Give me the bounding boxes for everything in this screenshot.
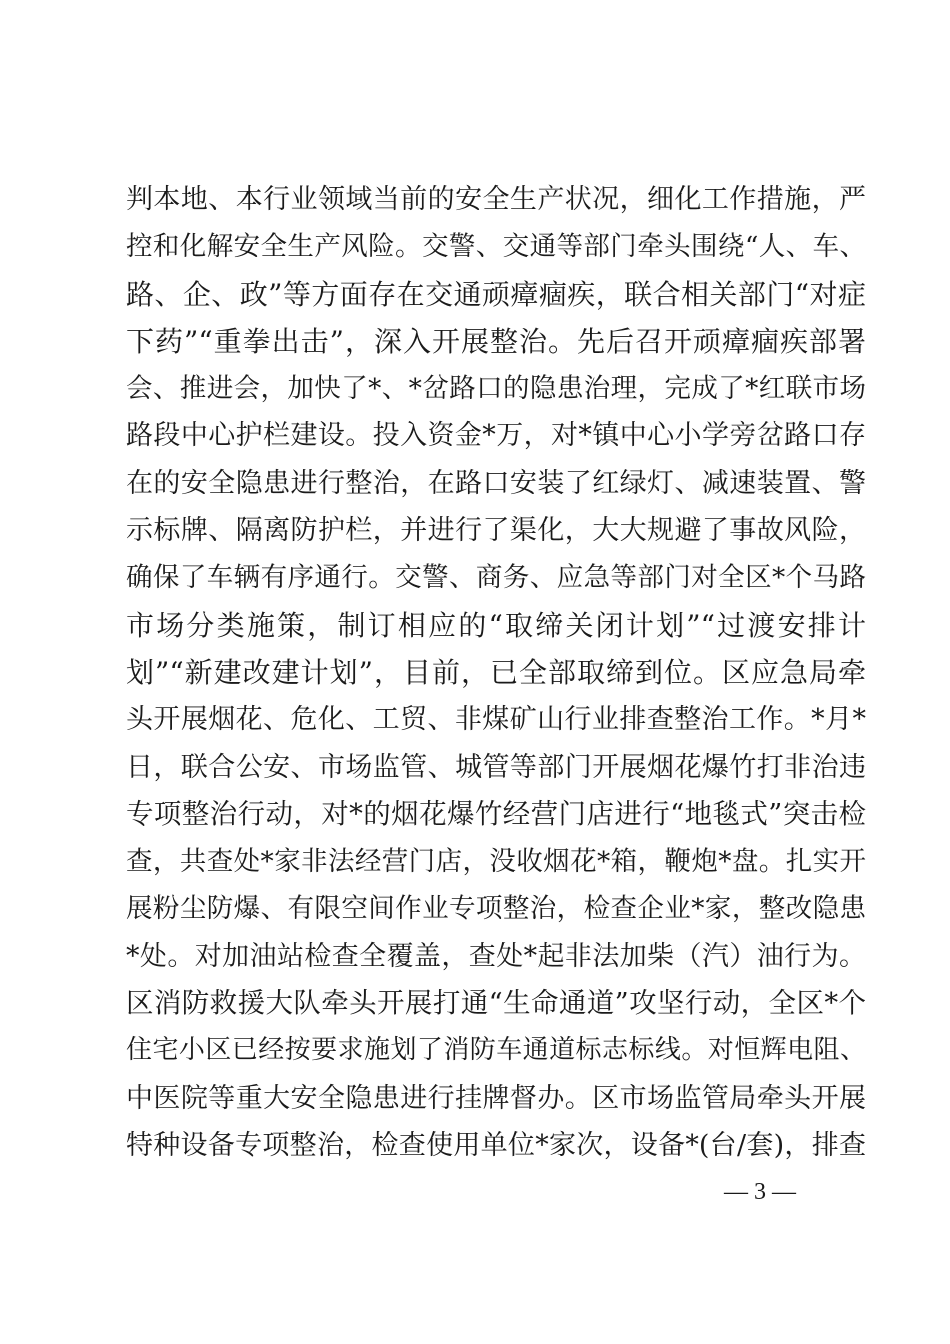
text-line: 划”“新建改建计划”，目前，已全部取缔到位。区应急局牵	[126, 655, 866, 689]
text-line: 专项整治行动，对*的烟花爆竹经营门店进行“地毯式”突击检	[126, 797, 866, 830]
text-line: 控和化解安全生产风险。交警、交通等部门牵头围绕“人、车、	[126, 231, 866, 263]
text-line: 查，共查处*家非法经营门店，没收烟花*箱，鞭炮*盘。扎实开	[126, 846, 866, 878]
text-line: 特种设备专项整治，检查使用单位*家次，设备*(台/套)，排查	[126, 1129, 866, 1161]
text-line: 区消防救援大队牵头开展打通“生命通道”攻坚行动，全区*个	[126, 987, 866, 1020]
text-line: 市场分类施策，制订相应的“取缔关闭计划”“过渡安排计	[126, 608, 866, 642]
body-paragraph	[126, 176, 866, 1169]
text-line: 中医院等重大安全隐患进行挂牌督办。区市场监管局牵头开展	[126, 1082, 866, 1114]
text-line: 头开展烟花、危化、工贸、非煤矿山行业排查整治工作。*月*	[126, 704, 866, 736]
text-line: 住宅小区已经按要求施划了消防车通道标志标线。对恒辉电阻、	[126, 1035, 866, 1066]
text-line: 下药”“重拳出击”，深入开展整治。先后召开顽瘴痼疾部署	[126, 324, 866, 358]
text-line: 路段中心护栏建设。投入资金*万，对*镇中心小学旁岔路口存	[126, 420, 866, 452]
text-line: 示标牌、隔离防护栏，并进行了渠化，大大规避了事故风险，	[126, 515, 866, 547]
page-number: — 3 —	[724, 1179, 796, 1205]
text-line: *处。对加油站检查全覆盖，查处*起非法加柴（汽）油行为。	[126, 940, 866, 972]
text-line: 确保了车辆有序通行。交警、商务、应急等部门对全区*个马路	[126, 562, 866, 594]
text-line: 会、推进会，加快了*、*岔路口的隐患治理，完成了*红联市场	[126, 373, 866, 405]
text-line: 日，联合公安、市场监管、城管等部门开展烟花爆竹打非治违	[126, 751, 866, 783]
text-line: 路、企、政”等方面存在交通顽瘴痼疾，联合相关部门“对症	[126, 277, 866, 311]
text-line: 展粉尘防爆、有限空间作业专项整治，检查企业*家，整改隐患	[126, 893, 866, 925]
text-line: 在的安全隐患进行整治，在路口安装了红绿灯、减速装置、警	[126, 467, 866, 499]
text-line: 判本地、本行业领域当前的安全生产状况，细化工作措施，严	[126, 184, 866, 215]
